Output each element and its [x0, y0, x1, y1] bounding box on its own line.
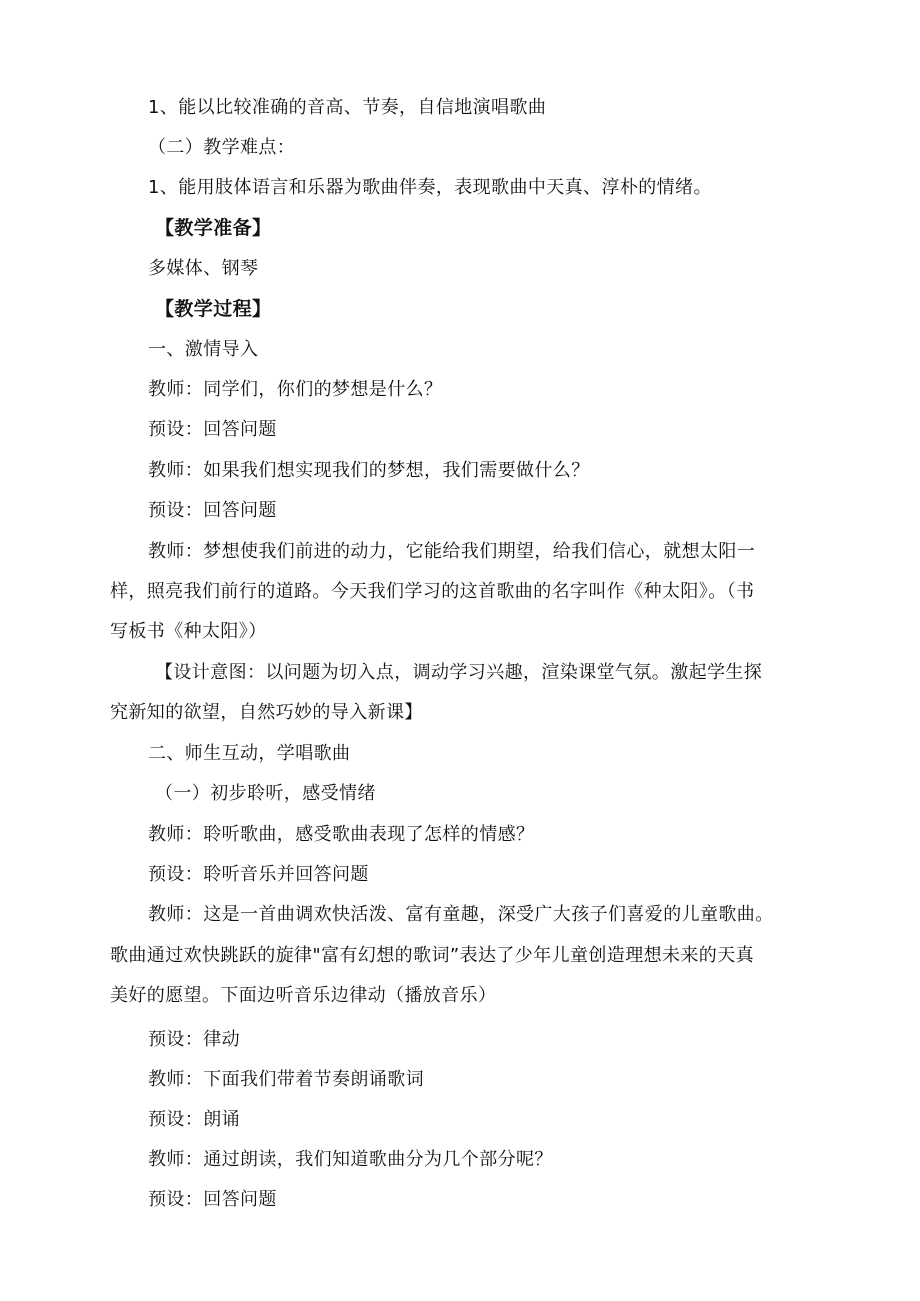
teacher-instruction-1: 教师：下面我们带着节奏朗诵歌词 [148, 1069, 424, 1090]
preset-answer-4: 预设：律动 [148, 1029, 240, 1050]
process-heading: 【教学过程】 [155, 298, 272, 320]
preparation-heading: 【教学准备】 [155, 217, 272, 239]
teacher-question-2: 教师：如果我们想实现我们的梦想，我们需要做什么？ [148, 460, 590, 481]
teacher-question-1: 教师：同学们，你们的梦想是什么？ [148, 379, 443, 400]
teacher-speech-1: 教师：梦想使我们前进的动力，它能给我们期望，给我们信心，就想太阳一 [148, 541, 756, 562]
objective-line: 1、能以比较准确的音高、节奏，自信地演唱歌曲 [148, 97, 547, 118]
preset-answer-3: 预设：聆听音乐并回答问题 [148, 864, 369, 885]
teacher-speech-2-cont: 歌曲通过欢快跳跃的旋律"富有幻想的歌词”表达了少年儿童创造理想未来的天真 [110, 945, 755, 966]
teacher-speech-2: 教师：这是一首曲调欢快活泼、富有童趣，深受广大孩子们喜爱的儿童歌曲。 [148, 904, 774, 925]
teacher-speech-1-end: 写板书《种太阳》） [110, 621, 267, 642]
teacher-question-4: 教师：通过朗读，我们知道歌曲分为几个部分呢？ [148, 1149, 553, 1170]
preset-answer-6: 预设：回答问题 [148, 1189, 277, 1210]
section-difficulty-heading: （二）教学难点： [148, 137, 296, 158]
part-one-heading: 一、激情导入 [148, 339, 259, 360]
teacher-question-3: 教师：聆听歌曲，感受歌曲表现了怎样的情感？ [148, 824, 535, 845]
teacher-speech-2-end: 美好的愿望。下面边听音乐边律动（播放音乐） [110, 985, 497, 1006]
subsection-one-heading: （一）初步聆听，感受情绪 [155, 783, 376, 804]
preset-answer-1: 预设：回答问题 [148, 419, 277, 440]
design-intent-1: 【设计意图：以问题为切入点，调动学习兴趣，渲染课堂气氛。激起学生探 [155, 662, 763, 683]
teacher-speech-1-cont: 样，照亮我们前行的道路。今天我们学习的这首歌曲的名字叫作《种太阳》。（书 [110, 581, 755, 602]
difficulty-line: 1、能用肢体语言和乐器为歌曲伴奏，表现歌曲中天真、淳朴的情绪。 [148, 177, 712, 198]
preparation-line: 多媒体、钢琴 [148, 258, 259, 279]
part-two-heading: 二、师生互动，学唱歌曲 [148, 743, 351, 764]
preset-answer-2: 预设：回答问题 [148, 500, 277, 521]
preset-answer-5: 预设：朗诵 [148, 1109, 240, 1130]
design-intent-1-cont: 究新知的欲望，自然巧妙的导入新课】 [110, 702, 423, 723]
